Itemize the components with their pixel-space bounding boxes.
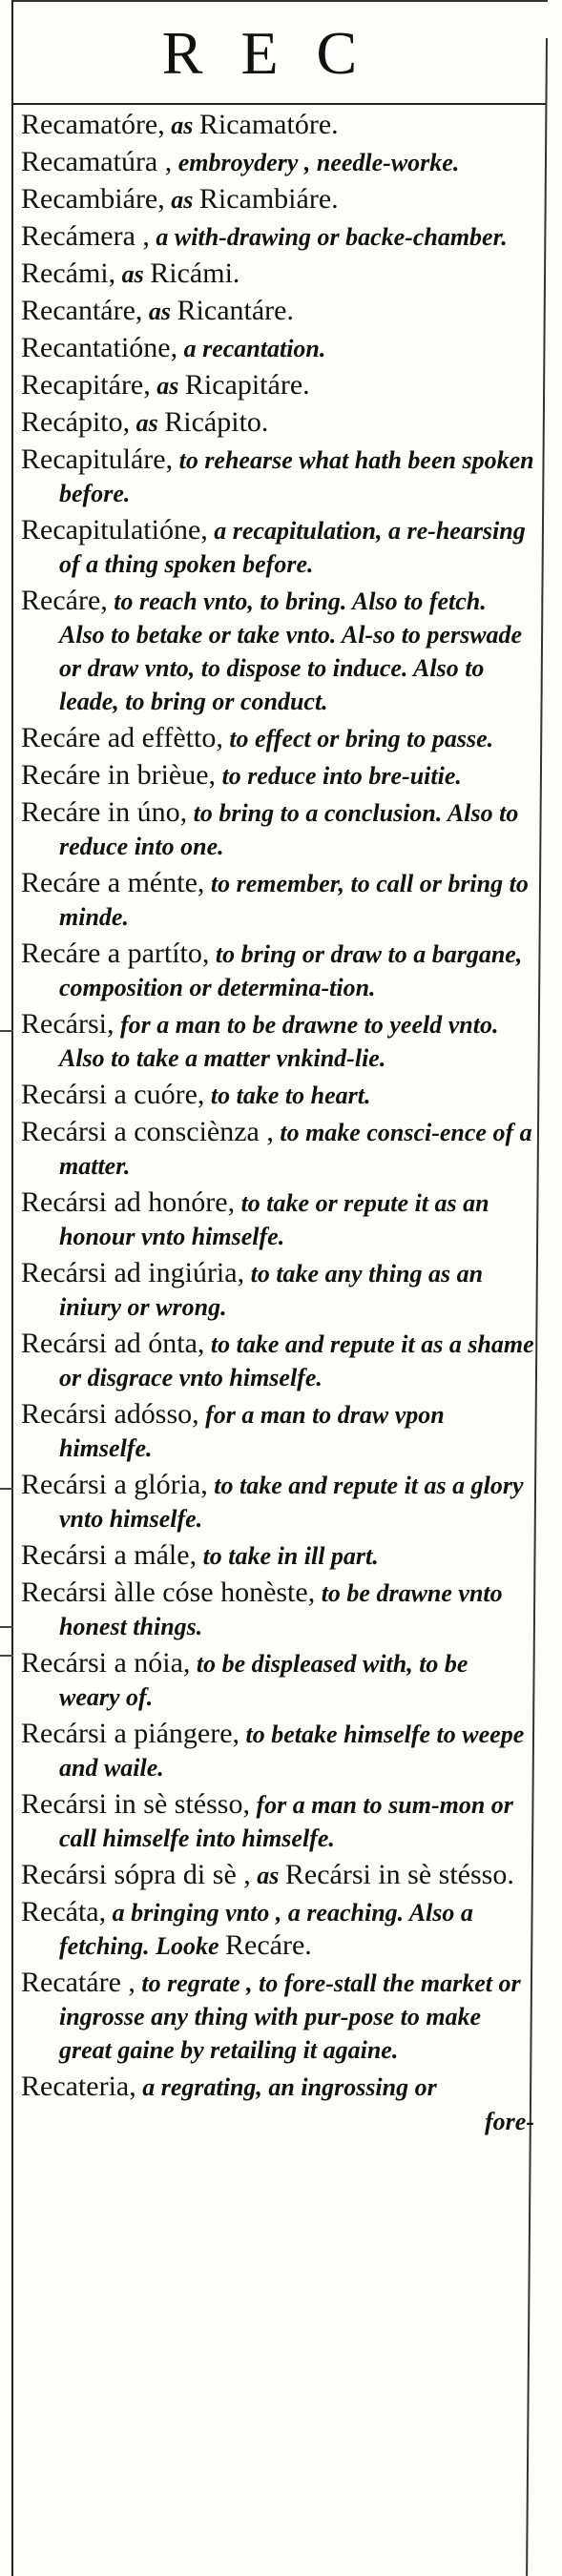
entry-headword: Recáre ad effètto, xyxy=(21,722,223,753)
entry-definition: as xyxy=(115,260,151,288)
entry-headword: Recápito, xyxy=(21,406,131,438)
dictionary-entry xyxy=(21,1079,534,1112)
entry-cross-reference: Ricambiáre. xyxy=(198,183,339,215)
entry-headword: Recársi ad ónta, xyxy=(21,1328,205,1359)
dictionary-entry xyxy=(21,1328,534,1394)
entry-definition: a recapitulation, a re-hearsing of a thing spoken before. xyxy=(59,517,526,578)
entry-definition: as xyxy=(164,112,199,139)
entry-headword: Recársi sópra di sè , xyxy=(21,1859,251,1890)
dictionary-entry xyxy=(21,1398,534,1465)
entry-definition: to bring or draw to a bargane, composition or determina-tion. xyxy=(59,940,523,1001)
entry-headword: Recamatúra , xyxy=(21,146,173,177)
dictionary-entry xyxy=(21,796,534,863)
dictionary-entry xyxy=(21,1008,534,1075)
dictionary-entry xyxy=(21,2071,534,2104)
dictionary-entry xyxy=(21,1788,534,1855)
dictionary-entry xyxy=(21,1647,534,1714)
entry-headword: Recáre in úno, xyxy=(21,796,188,828)
dictionary-entry xyxy=(21,514,534,581)
entry-headword: Recársi a consciènza , xyxy=(21,1116,274,1147)
dictionary-entry xyxy=(21,1116,534,1183)
entry-headword: Recársi, xyxy=(21,1008,114,1040)
entry-cross-reference: Recársi in sè stésso. xyxy=(284,1859,514,1890)
entry-definition: as xyxy=(250,1862,285,1889)
entry-cross-reference: Recáre. xyxy=(225,1929,312,1961)
entry-headword: Recateria, xyxy=(21,2071,136,2102)
entry-headword: Recársi a glória, xyxy=(21,1469,208,1500)
entry-definition: to be displeased with, to be weary of. xyxy=(59,1650,468,1711)
entry-definition: to regrate , to fore-stall the market or ingrosse any thing with pur-pose to make great gaine by retailing it againe. xyxy=(59,1969,521,2064)
entry-headword: Recársi adósso, xyxy=(21,1398,199,1430)
entry-cross-reference: Ricamatóre. xyxy=(198,109,339,140)
dictionary-entry xyxy=(21,369,534,402)
entry-cross-reference: Ricápito. xyxy=(164,406,269,438)
entry-definition: as xyxy=(150,372,185,400)
entry-definition: to be drawne vnto honest things. xyxy=(59,1579,503,1640)
header-rule xyxy=(11,103,546,105)
dictionary-entry xyxy=(21,1469,534,1535)
entry-headword: Recamatóre, xyxy=(21,109,165,140)
dictionary-entry xyxy=(21,183,534,216)
dictionary-entry xyxy=(21,867,534,934)
entry-definition: to reach vnto, to bring. Also to fetch. Also to betake or take vnto. Al-so to perswade or draw vnto, to dispose to induce. Also to leade, to bring or conduct. xyxy=(59,587,523,715)
dictionary-entry xyxy=(21,1718,534,1784)
entry-definition: as xyxy=(164,186,199,214)
dictionary-entry xyxy=(21,1967,534,2067)
entry-headword: Recapituláre, xyxy=(21,443,174,475)
page-header: REC xyxy=(161,19,396,87)
entry-definition: to rehearse what hath been spoken before. xyxy=(59,446,534,507)
entry-definition: for a man to be drawne to yeeld vnto. Also to take a matter vnkind-lie. xyxy=(59,1011,499,1072)
margin-tick xyxy=(0,1655,13,1657)
dictionary-entry xyxy=(21,1186,534,1253)
entry-headword: Recambiáre, xyxy=(21,183,165,215)
entry-definition: to bring to a conclusion. Also to reduce into one. xyxy=(59,799,519,860)
margin-tick xyxy=(0,1030,13,1032)
entry-definition: to take and repute it as a glory vnto himselfe. xyxy=(59,1472,524,1533)
dictionary-entry xyxy=(21,1539,534,1573)
margin-tick xyxy=(0,1626,13,1628)
dictionary-entry xyxy=(21,1859,534,1892)
entry-definition: for a man to sum-mon or call himselfe into himselfe. xyxy=(59,1791,513,1852)
dictionary-entry xyxy=(21,1577,534,1643)
entry-headword: Recáre a partíto, xyxy=(21,938,210,969)
entry-definition: a with-drawing or backe-chamber. xyxy=(149,223,508,251)
entry-definition: as xyxy=(142,298,177,325)
entry-headword: Recáta, xyxy=(21,1896,107,1927)
entry-definition: to effect or bring to passe. xyxy=(222,725,494,752)
entry-headword: Recársi àlle cóse honèste, xyxy=(21,1577,316,1608)
entry-definition: as xyxy=(130,409,165,437)
entry-definition: a bringing vnto , a reaching. Also a fetching. Looke xyxy=(59,1899,473,1960)
entry-headword: Recatáre , xyxy=(21,1967,135,1998)
entry-definition: to take to heart. xyxy=(204,1082,371,1109)
entry-definition: a recantation. xyxy=(177,335,326,362)
dictionary-entry xyxy=(21,109,534,142)
dictionary-entry xyxy=(21,1257,534,1324)
entry-definition: to reduce into bre-uitie. xyxy=(216,762,462,790)
entry-definition: to make consci-ence of a matter. xyxy=(59,1119,532,1180)
entry-cross-reference: Ricantáre. xyxy=(177,295,294,326)
entry-definition: embroydery , needle-worke. xyxy=(172,149,460,176)
entry-definition: to betake himselfe to weepe and waile. xyxy=(59,1721,525,1782)
dictionary-entry xyxy=(21,258,534,291)
entry-headword: Recársi a nóia, xyxy=(21,1647,191,1679)
entry-definition: to take in ill part. xyxy=(197,1542,379,1570)
entry-headword: Recársi in sè stésso, xyxy=(21,1788,250,1820)
entry-headword: Recársi a cuóre, xyxy=(21,1079,205,1110)
entry-headword: Recársi a mále, xyxy=(21,1539,198,1571)
entry-headword: Recapitáre, xyxy=(21,369,151,401)
entry-definition: to take or repute it as an honour vnto himselfe. xyxy=(59,1189,489,1250)
top-border xyxy=(11,0,548,2)
dictionary-entry xyxy=(21,722,534,755)
entry-cross-reference: Ricámi. xyxy=(150,258,240,289)
dictionary-entry xyxy=(21,585,534,718)
dictionary-entry xyxy=(21,1896,534,1963)
entry-headword: Recársi ad honóre, xyxy=(21,1186,236,1218)
entry-headword: Recáre a ménte, xyxy=(21,867,205,898)
entry-headword: Recársi ad ingiúria, xyxy=(21,1257,245,1288)
entry-definition: to take and repute it as a shame or disgrace vnto himselfe. xyxy=(59,1330,534,1391)
margin-tick xyxy=(0,1488,13,1490)
entry-headword: Recámera , xyxy=(21,220,150,252)
entry-cross-reference: Ricapitáre. xyxy=(184,369,310,401)
entry-headword: Recapitulatióne, xyxy=(21,514,208,546)
dictionary-entry xyxy=(21,146,534,179)
entry-headword: Recantáre, xyxy=(21,295,143,326)
entry-headword: Recáre, xyxy=(21,585,108,616)
dictionary-entry xyxy=(21,406,534,440)
entry-headword: Recáre in brièue, xyxy=(21,759,217,791)
entry-definition: to take any thing as an iniury or wrong. xyxy=(59,1260,484,1321)
dictionary-entry xyxy=(21,443,534,510)
entry-headword: Recantatióne, xyxy=(21,332,178,363)
dictionary-entry xyxy=(21,332,534,365)
dictionary-entry xyxy=(21,220,534,254)
left-border xyxy=(11,0,13,2576)
entry-headword: Recámi, xyxy=(21,258,116,289)
dictionary-entry xyxy=(21,759,534,793)
entry-definition: for a man to draw vpon himselfe. xyxy=(59,1401,445,1462)
dictionary-entry xyxy=(21,295,534,328)
dictionary-entries xyxy=(21,109,534,2136)
entry-headword: Recársi a piángere, xyxy=(21,1718,240,1749)
entry-definition: to remember, to call or bring to minde. xyxy=(59,870,529,931)
catchword: fore- xyxy=(485,2108,534,2135)
entry-definition: a regrating, an ingrossing or xyxy=(135,2073,437,2101)
dictionary-entry xyxy=(21,938,534,1004)
